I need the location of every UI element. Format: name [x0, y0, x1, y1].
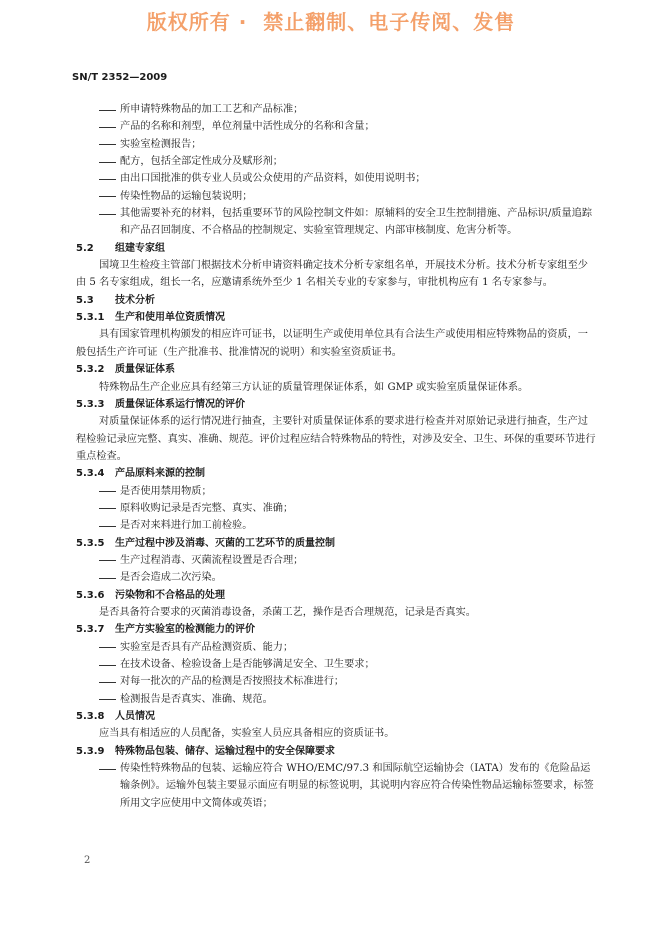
- paragraph: 国境卫生检疫主管部门根据技术分析申请资料确定技术分析专家组名单，开展技术分析。技术分析专家组至少由 5 名专家组成，组长一名，应邀请系统外至少 1 名相关专业的专家参与，审批机构应有 1 名专家参与。: [76, 260, 588, 289]
- subsection-heading: 5.3.4 产品原料来源的控制: [76, 468, 205, 480]
- list-item: 生产过程消毒、灭菌流程设置是否合理；: [76, 552, 596, 569]
- list-item: 其他需要补充的材料，包括重要环节的风险控制文件如：原辅料的安全卫生控制措施、产品标识/质量追踪和产品召回制度、不合格品的控制规定、实验室管理规定、内部审核制度、危害分析等。: [76, 205, 596, 240]
- list-item: 检测报告是否真实、准确、规范。: [76, 691, 596, 708]
- subsection-heading: 5.3.6 污染物和不合格品的处理: [76, 589, 225, 601]
- list-item: 传染性物品的运输包装说明；: [76, 188, 596, 205]
- list-item: 在技术设备、检验设备上是否能够满足安全、卫生要求；: [76, 656, 596, 673]
- standard-code: SN/T 2352—2009: [72, 72, 168, 83]
- subsection-heading: 5.3.7 生产方实验室的检测能力的评价: [76, 624, 255, 636]
- list-item: 是否对来料进行加工前检验。: [76, 517, 596, 534]
- paragraph: 具有国家管理机构颁发的相应许可证书，以证明生产或使用单位具有合法生产或使用相应特殊物品的资质，一般包括生产许可证（生产批准书、批准情况的说明）和实验室资质证书。: [76, 329, 588, 358]
- page-number: 2: [84, 855, 91, 866]
- subsection-heading: 5.3.8 人员情况: [76, 711, 155, 723]
- list-item: 配方，包括全部定性成分及赋形剂；: [76, 153, 596, 170]
- list-item: 原料收购记录是否完整、真实、准确；: [76, 500, 596, 517]
- paragraph: 特殊物品生产企业应具有经第三方认证的质量管理保证体系，如 GMP 或实验室质量保证体系。: [99, 381, 529, 393]
- list-item: 传染性特殊物品的包装、运输应符合 WHO/EMC/97.3 和国际航空运输协会（IATA）发布的《危险品运输条例》。运输外包装主要显示面应有明显的标签说明，其说明内容应符合传染性物品运输标签要求，标签所用文字应使用中文简体或英语；: [76, 760, 596, 812]
- subsection-heading: 5.3.1 生产和使用单位资质情况: [76, 312, 225, 324]
- list-item: 所申请特殊物品的加工工艺和产品标准；: [76, 101, 596, 118]
- subsection-heading: 5.3.5 生产过程中涉及消毒、灭菌的工艺环节的质量控制: [76, 537, 335, 549]
- list-item: 由出口国批准的供专业人员或公众使用的产品资料，如使用说明书；: [76, 170, 596, 187]
- list-item: 对每一批次的产品的检测是否按照技术标准进行；: [76, 673, 596, 690]
- list-item: 实验室检测报告；: [76, 136, 596, 153]
- section-heading: 5.2 组建专家组: [76, 242, 165, 254]
- subsection-heading: 5.3.9 特殊物品包装、储存、运输过程中的安全保障要求: [76, 745, 335, 757]
- list-item: 产品的名称和剂型，单位剂量中活性成分的名称和含量；: [76, 118, 596, 135]
- list-item: 实验室是否具有产品检测资质、能力；: [76, 639, 596, 656]
- paragraph: 应当具有相适应的人员配备，实验室人员应具备相应的资质证书。: [99, 728, 395, 740]
- watermark-banner: 版权所有 · 禁止翻制、电子传阅、发售: [146, 10, 516, 34]
- paragraph: 是否具备符合要求的灭菌消毒设备，杀菌工艺，操作是否合理规范，记录是否真实。: [99, 606, 476, 618]
- document-body: [76, 101, 596, 812]
- list-item: 是否使用禁用物质；: [76, 483, 596, 500]
- section-heading: 5.3 技术分析: [76, 294, 155, 306]
- paragraph: 对质量保证体系的运行情况进行抽查，主要针对质量保证体系的要求进行检查并对原始记录进行抽查，生产过程检验记录应完整、真实、准确、规范。评价过程应结合特殊物品的特性，对涉及安全、卫生、环保的重要环节进行重点检查。: [76, 416, 596, 462]
- list-item: 是否会造成二次污染。: [76, 569, 596, 586]
- subsection-heading: 5.3.3 质量保证体系运行情况的评价: [76, 398, 245, 410]
- subsection-heading: 5.3.2 质量保证体系: [76, 364, 175, 376]
